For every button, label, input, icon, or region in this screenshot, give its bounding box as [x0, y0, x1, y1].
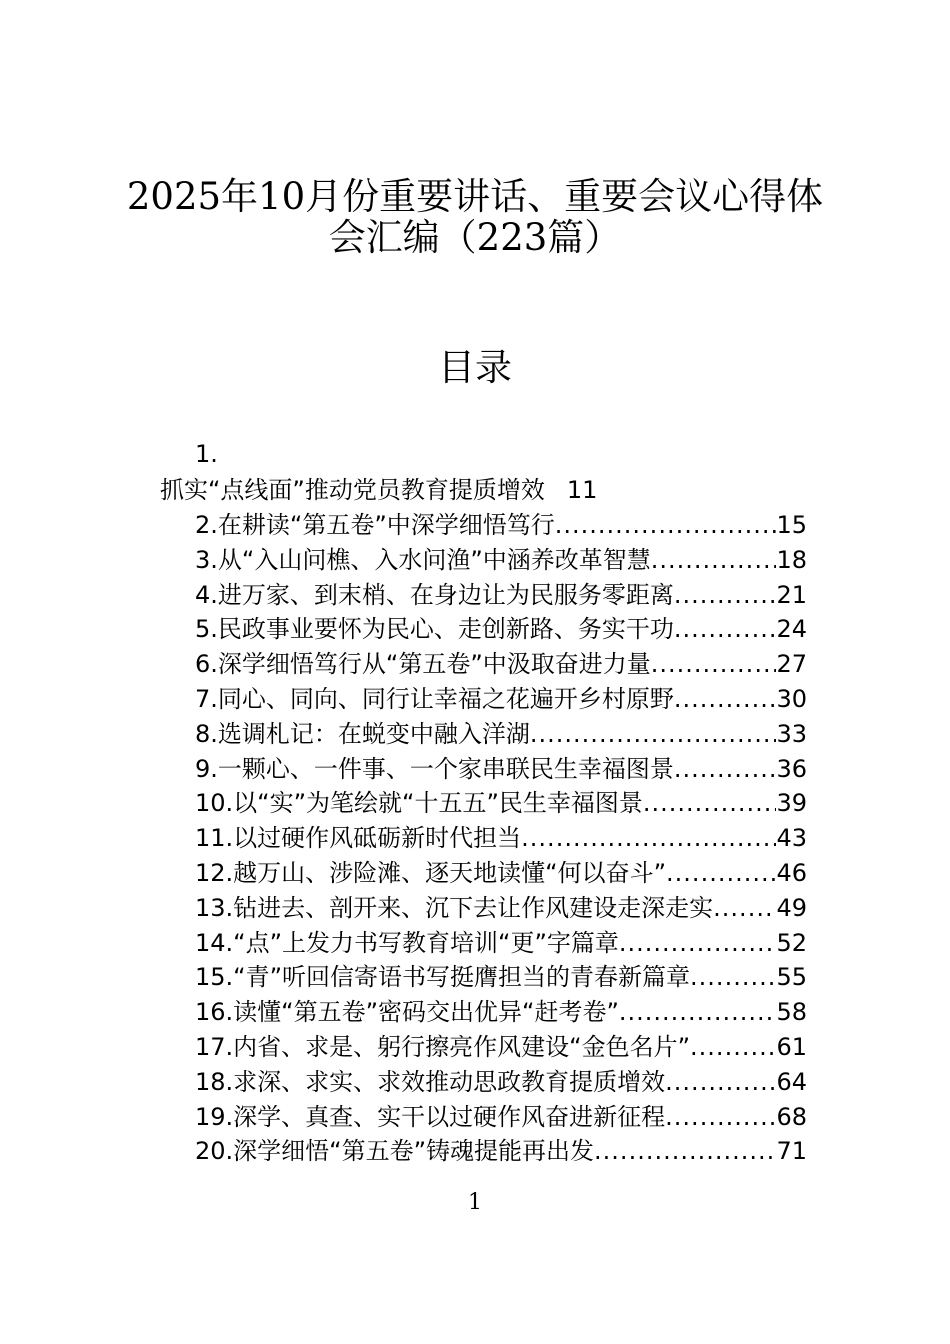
toc-item-label: 8.选调札记：在蜕变中融入洋湖: [195, 719, 530, 748]
toc-leader-dots: [674, 752, 777, 787]
toc-item-page: 30: [776, 684, 807, 713]
toc-item-label: 18.求深、求实、求效推动思政教育提质增效: [195, 1067, 666, 1096]
toc-item-1-page: 11: [566, 476, 598, 504]
toc-item-label: 2.在耕读“第五卷”中深学细悟笃行: [195, 511, 555, 539]
toc-item[interactable]: [195, 1065, 807, 1100]
toc-item-label: 14.“点”上发力书写教育培训“更”字篇章: [195, 928, 619, 957]
toc-leader-dots: [651, 543, 777, 578]
toc-item-label: 9.一颗心、一件事、一个家串联民生幸福图景: [195, 754, 674, 783]
toc-item-page: 27: [776, 650, 807, 679]
toc-item[interactable]: [195, 926, 807, 961]
document-title-line-2: 会汇编（223篇）: [328, 216, 622, 259]
toc-item-1[interactable]: [160, 473, 597, 507]
toc-item-page: 52: [776, 928, 807, 957]
toc-item-1-title: 抓实“点线面”推动党员教育提质增效: [160, 476, 545, 504]
toc-item[interactable]: [195, 995, 807, 1030]
toc-item-page: 36: [776, 754, 807, 783]
toc-item[interactable]: [195, 1134, 807, 1169]
toc-item[interactable]: [195, 752, 807, 787]
toc-item-label: 19.深学、真查、实干以过硬作风奋进新征程: [195, 1102, 666, 1131]
toc-leader-dots: [521, 821, 776, 856]
toc-item-page: 46: [776, 858, 807, 887]
toc-item-page: 18: [776, 545, 807, 574]
toc-item-page: 49: [776, 893, 807, 922]
toc-item[interactable]: [195, 786, 807, 821]
document-title-line-1: 2025年10月份重要讲话、重要会议心得体: [126, 175, 824, 218]
toc-item-label: 5.民政事业要怀为民心、走创新路、务实干功: [195, 615, 674, 644]
toc-leader-dots: [594, 1134, 776, 1169]
toc-item[interactable]: [195, 647, 807, 682]
toc-list: [195, 508, 807, 1169]
toc-leader-dots: [651, 647, 777, 682]
toc-item-label: 17.内省、求是、躬行擦亮作风建设“金色名片”: [195, 1032, 691, 1061]
toc-item-label: 15.“青”听回信寄语书写挺膺担当的青春新篇章: [195, 963, 691, 992]
toc-item-page: 61: [776, 1032, 807, 1061]
toc-leader-dots: [666, 856, 776, 891]
toc-leader-dots: [674, 612, 777, 647]
page-number: 1: [468, 1190, 482, 1215]
toc-item-label: 16.读懂“第五卷”密码交出优异“赶考卷”: [195, 998, 619, 1027]
toc-item-page: 21: [776, 580, 807, 609]
toc-item-page: 71: [776, 1137, 807, 1166]
toc-item[interactable]: [195, 856, 807, 891]
toc-item[interactable]: [195, 1100, 807, 1135]
toc-item[interactable]: [195, 1030, 807, 1065]
toc-heading: 目录: [438, 346, 512, 389]
toc-item-page: 24: [776, 615, 807, 644]
toc-leader-dots: [665, 1065, 776, 1100]
toc-item-page: 64: [776, 1067, 807, 1096]
toc-item[interactable]: [195, 682, 807, 717]
toc-item-label: 13.钻进去、剖开来、沉下去让作风建设走深走实: [195, 893, 714, 922]
toc-item-page: 33: [776, 719, 807, 748]
toc-item-label: 11.以过硬作风砥砺新时代担当: [195, 824, 522, 853]
toc-item-label: 3.从“入山问樵、入水问渔”中涵养改革智慧: [195, 545, 651, 574]
toc-leader-dots: [619, 995, 777, 1030]
toc-item-page: 43: [776, 824, 807, 853]
toc-leader-dots: [530, 717, 777, 752]
toc-item-label: 10.以“实”为笔绘就“十五五”民生幸福图景: [195, 789, 643, 818]
toc-leader-dots: [665, 1100, 776, 1135]
toc-item[interactable]: [195, 543, 807, 578]
toc-item[interactable]: [195, 891, 807, 926]
toc-item[interactable]: [195, 508, 807, 543]
toc-item[interactable]: [195, 717, 807, 752]
toc-item[interactable]: [195, 612, 807, 647]
toc-item-label: 4.进万家、到末梢、在身边让为民服务零距离: [195, 580, 674, 609]
toc-leader-dots: [690, 1030, 776, 1065]
toc-leader-dots: [690, 960, 776, 995]
toc-item-label: 7.同心、同向、同行让幸福之花遍开乡村原野: [195, 684, 674, 713]
toc-item-1-number: 1.: [195, 440, 218, 468]
toc-item-label: 6.深学细悟笃行从“第五卷”中汲取奋进力量: [195, 650, 651, 679]
toc-item-page: 39: [776, 789, 807, 818]
toc-leader-dots: [643, 786, 777, 821]
toc-item[interactable]: [195, 821, 807, 856]
toc-leader-dots: [674, 682, 777, 717]
toc-leader-dots: [619, 926, 777, 961]
toc-item-page: 68: [776, 1102, 807, 1131]
toc-item-page: 58: [776, 998, 807, 1027]
toc-item[interactable]: [195, 578, 807, 613]
toc-item-page: 55: [776, 963, 807, 992]
toc-item-label: 20.深学细悟“第五卷”铸魂提能再出发: [195, 1137, 595, 1166]
toc-item-page: 15: [776, 511, 807, 539]
toc-item[interactable]: [195, 960, 807, 995]
toc-leader-dots: [555, 508, 777, 543]
toc-leader-dots: [713, 891, 776, 926]
toc-leader-dots: [674, 578, 777, 613]
toc-item-label: 12.越万山、涉险滩、逐天地读懂“何以奋斗”: [195, 858, 667, 887]
